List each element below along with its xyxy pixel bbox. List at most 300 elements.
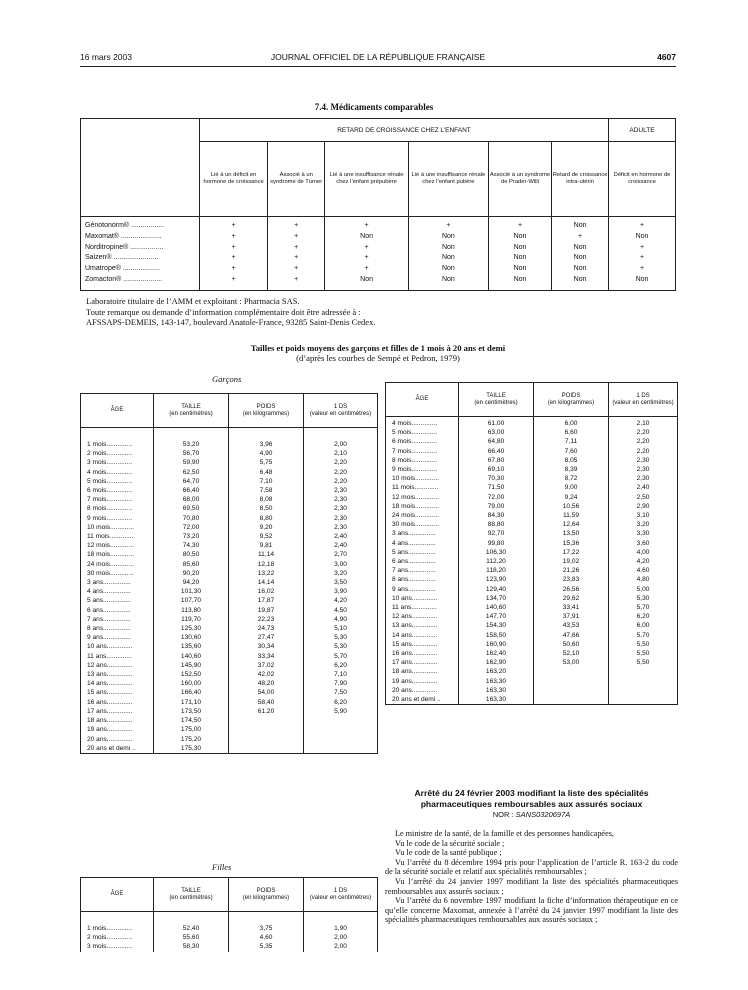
poids-cell: 30,34 xyxy=(229,642,304,651)
taille-cell: 53,20 xyxy=(154,440,229,449)
taille-cell: 64,70 xyxy=(154,477,229,486)
page-number: 4607 xyxy=(657,52,676,62)
tables-title xyxy=(80,343,676,363)
taille-cell: 175,30 xyxy=(154,744,229,754)
ds-cell: 3,50 xyxy=(304,578,378,587)
lab-line: AFSSAPS-DEMEIS, 143-147, boulevard Anatole-France, 93285 Saint-Denis Cedex. xyxy=(86,317,376,328)
ds-cell xyxy=(304,735,378,744)
arrete-paragraph: Vu l’arrêté du 6 novembre 1997 modifiant la fiche d’information thérapeutique en ce qu’elle concerne Maxomat, annexée à l’arrêté du 24 janvier 1997 modifiant la liste des spécialités pharmaceutiques remboursables aux assurés sociaux ; xyxy=(385,896,678,925)
taille-cell: 55,60 xyxy=(154,933,229,942)
taille-cell: 70,80 xyxy=(154,514,229,523)
arrete-paragraph: Vu l’arrêté du 8 décembre 1994 pris pour l’application de l’article R. 163-2 du code de la sécurité sociale et relatif aux spécialités remboursables ; xyxy=(385,857,678,877)
age-cell: 30 mois............. xyxy=(81,569,154,578)
table-row xyxy=(386,419,678,428)
table-row xyxy=(81,707,378,716)
table-row xyxy=(386,539,678,548)
poids-cell: 58,40 xyxy=(229,698,304,707)
taille-cell: 113,80 xyxy=(154,606,229,615)
taille-cell: 69,50 xyxy=(154,504,229,513)
taille-cell: 174,50 xyxy=(154,716,229,725)
ds-cell: 3,00 xyxy=(304,560,378,569)
age-cell: 13 ans.............. xyxy=(386,621,459,630)
taille-cell: 59,90 xyxy=(154,458,229,467)
table-row xyxy=(386,474,678,483)
taille-cell: 64,80 xyxy=(459,437,534,446)
poids-cell: 54,00 xyxy=(229,688,304,697)
poids-cell: 37,91 xyxy=(534,612,609,621)
table-row xyxy=(386,594,678,603)
group-retard-header: RETARD DE CROISSANCE CHEZ L’ENFANT xyxy=(200,119,609,142)
poids-cell: 5,35 xyxy=(229,942,304,951)
age-cell: 10 mois............. xyxy=(81,523,154,532)
poids-cell: 8,05 xyxy=(534,456,609,465)
taille-cell: 74,30 xyxy=(154,541,229,550)
table-row xyxy=(81,642,378,651)
age-cell: 3 mois.............. xyxy=(81,458,154,467)
poids-header: POIDS (en kilogrammes) xyxy=(229,394,304,428)
table-row xyxy=(81,458,378,467)
age-cell: 8 ans............... xyxy=(386,575,459,584)
age-cell: 16 ans.............. xyxy=(386,649,459,658)
taille-cell: 84,30 xyxy=(459,511,534,520)
ds-cell: 4,60 xyxy=(609,566,678,575)
age-cell: 20 ans.............. xyxy=(81,735,154,744)
table-row xyxy=(81,624,378,633)
ds-header: 1 DS (valeur en centimètres) xyxy=(304,878,378,912)
age-cell: 19 ans.............. xyxy=(81,725,154,734)
table-row xyxy=(386,612,678,621)
table-row xyxy=(81,468,378,477)
ds-cell: 3,20 xyxy=(609,520,678,529)
column-header: Lié à une insuffisance rénale chez l’enfant pubère xyxy=(409,142,489,217)
poids-cell: 16,02 xyxy=(229,587,304,596)
arrete-body xyxy=(385,829,678,925)
table-row xyxy=(81,670,378,679)
table-row xyxy=(386,566,678,575)
poids-cell: 9,52 xyxy=(229,532,304,541)
age-cell: 24 mois............. xyxy=(81,560,154,569)
ds-cell xyxy=(609,686,678,695)
poids-cell: 23,83 xyxy=(534,575,609,584)
taille-cell: 163,30 xyxy=(459,677,534,686)
ds-cell: 2,30 xyxy=(609,474,678,483)
age-cell: 24 mois............. xyxy=(386,511,459,520)
age-cell: 7 ans............... xyxy=(81,615,154,624)
poids-cell: 14,14 xyxy=(229,578,304,587)
age-cell: 8 mois.............. xyxy=(386,456,459,465)
ds-cell: 5,50 xyxy=(609,658,678,667)
poids-cell: 9,81 xyxy=(229,541,304,550)
age-cell: 30 mois............. xyxy=(386,520,459,529)
ds-cell: 2,30 xyxy=(609,465,678,474)
taille-cell: 73,20 xyxy=(154,532,229,541)
age-cell: 12 ans.............. xyxy=(81,661,154,670)
table-row xyxy=(81,716,378,725)
taille-cell: 107,70 xyxy=(154,596,229,605)
table-row xyxy=(81,514,378,523)
ds-cell: 3,10 xyxy=(609,511,678,520)
table-row xyxy=(386,511,678,520)
age-cell: 18 mois............. xyxy=(386,502,459,511)
taille-cell: 134,70 xyxy=(459,594,534,603)
poids-cell: 12,64 xyxy=(534,520,609,529)
tables-title-sub: (d’après les courbes de Sempé et Pedron, 1979) xyxy=(296,353,460,363)
column-header: Lié à une insuffisance rénale chez l’enfant prépubère xyxy=(325,142,409,217)
poids-cell: 19,02 xyxy=(534,557,609,566)
ds-cell xyxy=(304,725,378,734)
table-row xyxy=(81,532,378,541)
table-row xyxy=(386,631,678,640)
age-cell: 19 ans.............. xyxy=(386,677,459,686)
filles-table xyxy=(80,877,378,952)
age-cell: 5 mois.............. xyxy=(81,477,154,486)
age-cell: 1 mois.............. xyxy=(81,924,154,933)
ds-cell: 2,20 xyxy=(304,468,378,477)
table-row xyxy=(81,744,378,754)
comparison-table xyxy=(80,118,676,291)
poids-cell: 5,75 xyxy=(229,458,304,467)
age-cell: 4 mois.............. xyxy=(386,419,459,428)
taille-cell: 61,00 xyxy=(459,419,534,428)
taille-header: TAILLE (en centimètres) xyxy=(459,383,534,417)
age-cell: 20 ans et demi .. xyxy=(386,695,459,705)
poids-cell: 9,20 xyxy=(229,523,304,532)
table-row xyxy=(386,437,678,446)
age-cell: 6 mois.............. xyxy=(81,486,154,495)
taille-cell: 135,60 xyxy=(154,642,229,651)
taille-cell: 69,10 xyxy=(459,465,534,474)
taille-cell: 58,30 xyxy=(154,942,229,951)
blank-corner xyxy=(81,119,200,217)
poids-cell: 4,90 xyxy=(229,449,304,458)
indication-column: + Non + + + Non xyxy=(609,217,676,291)
age-cell: 18 ans.............. xyxy=(81,716,154,725)
taille-cell: 101,30 xyxy=(154,587,229,596)
poids-cell: 8,50 xyxy=(229,504,304,513)
taille-cell: 173,50 xyxy=(154,707,229,716)
taille-cell: 99,80 xyxy=(459,539,534,548)
ds-header: 1 DS (valeur en centimètres) xyxy=(609,383,678,417)
taille-cell: 166,40 xyxy=(154,688,229,697)
drug-name: Zomacton® .................... xyxy=(85,275,163,283)
taille-cell: 147,70 xyxy=(459,612,534,621)
age-cell: 9 ans............... xyxy=(81,633,154,642)
header-date: 16 mars 2003 xyxy=(80,52,132,62)
table-row xyxy=(386,483,678,492)
poids-cell xyxy=(534,677,609,686)
taille-cell: 119,70 xyxy=(154,615,229,624)
taille-cell: 62,50 xyxy=(154,468,229,477)
section-title: 7.4. Médicaments comparables xyxy=(314,102,434,112)
group-adulte-header: ADULTE xyxy=(609,119,676,142)
ds-cell xyxy=(609,677,678,686)
ds-cell: 4,00 xyxy=(609,548,678,557)
age-cell: 10 mois............. xyxy=(386,474,459,483)
ds-cell: 2,20 xyxy=(609,437,678,446)
table-row xyxy=(81,725,378,734)
poids-cell: 19,87 xyxy=(229,606,304,615)
age-cell: 1 mois.............. xyxy=(81,440,154,449)
ds-cell: 5,90 xyxy=(304,707,378,716)
poids-cell: 9,00 xyxy=(534,483,609,492)
ds-cell: 5,00 xyxy=(609,585,678,594)
arrete-paragraph: Vu le code de la sécurité sociale ; xyxy=(395,838,505,848)
indication-column: + + + + + + xyxy=(268,217,325,291)
ds-cell: 2,40 xyxy=(304,541,378,550)
table-row xyxy=(386,649,678,658)
table-row xyxy=(386,621,678,630)
poids-cell: 22,23 xyxy=(229,615,304,624)
ds-cell: 2,50 xyxy=(609,493,678,502)
table-row xyxy=(386,658,678,667)
drug-name: Umatrope® ................... xyxy=(85,265,160,273)
age-cell: 12 mois............. xyxy=(386,493,459,502)
ds-cell: 6,00 xyxy=(609,621,678,630)
nor-reference: NOR : SANS0320697A xyxy=(492,810,571,819)
indication-column: + Non Non Non Non Non xyxy=(488,217,551,291)
taille-cell: 52,40 xyxy=(154,924,229,933)
age-cell: 11 ans.............. xyxy=(81,652,154,661)
table-row xyxy=(81,596,378,605)
ds-cell: 6,20 xyxy=(304,698,378,707)
poids-cell: 3,75 xyxy=(229,924,304,933)
taille-cell: 106,30 xyxy=(459,548,534,557)
age-cell: 13 ans.............. xyxy=(81,670,154,679)
indication-column: + + + + + + xyxy=(200,217,268,291)
table-row xyxy=(81,569,378,578)
taille-cell: 94,20 xyxy=(154,578,229,587)
ds-cell: 5,30 xyxy=(304,633,378,642)
ds-cell: 7,50 xyxy=(304,688,378,697)
table-row xyxy=(386,585,678,594)
poids-cell: 8,39 xyxy=(534,465,609,474)
ds-cell: 5,70 xyxy=(609,631,678,640)
ds-cell: 2,30 xyxy=(304,523,378,532)
table-row xyxy=(81,578,378,587)
poids-cell: 15,36 xyxy=(534,539,609,548)
ds-cell xyxy=(609,695,678,705)
ds-cell: 6,20 xyxy=(304,661,378,670)
taille-cell: 152,50 xyxy=(154,670,229,679)
taille-cell: 160,90 xyxy=(459,640,534,649)
age-cell: 4 ans............... xyxy=(386,539,459,548)
age-cell: 18 mois............. xyxy=(81,550,154,559)
drug-name-list xyxy=(81,217,200,291)
table-row xyxy=(81,541,378,550)
ds-cell: 2,00 xyxy=(304,440,378,449)
taille-cell: 130,60 xyxy=(154,633,229,642)
lab-line: Toute remarque ou demande d’information complémentaire doit être adressée à : xyxy=(86,306,361,317)
table-row xyxy=(386,575,678,584)
table-row xyxy=(386,428,678,437)
spacer-row xyxy=(81,428,378,441)
filles-label: Filles xyxy=(212,862,232,872)
poids-cell: 8,72 xyxy=(534,474,609,483)
taille-cell: 90,20 xyxy=(154,569,229,578)
age-cell: 20 ans.............. xyxy=(386,686,459,695)
poids-cell: 48,20 xyxy=(229,679,304,688)
spacer-row xyxy=(81,912,378,925)
age-header: ÂGE xyxy=(386,383,459,417)
poids-cell: 8,08 xyxy=(229,495,304,504)
age-cell: 2 mois.............. xyxy=(81,449,154,458)
age-cell: 15 ans.............. xyxy=(81,688,154,697)
poids-cell: 7,10 xyxy=(229,477,304,486)
table-row xyxy=(81,495,378,504)
indication-column: Non + Non Non Non Non xyxy=(552,217,609,291)
age-cell: 10 ans.............. xyxy=(81,642,154,651)
poids-cell: 13,22 xyxy=(229,569,304,578)
poids-cell: 7,60 xyxy=(534,447,609,456)
taille-cell: 66,40 xyxy=(459,447,534,456)
table-row xyxy=(386,677,678,686)
taille-cell: 56,70 xyxy=(154,449,229,458)
age-cell: 9 mois.............. xyxy=(386,465,459,474)
drug-name: Norditropine® ................. xyxy=(85,243,164,251)
ds-cell: 6,20 xyxy=(609,612,678,621)
ds-cell: 5,50 xyxy=(609,649,678,658)
age-cell: 16 ans.............. xyxy=(81,698,154,707)
age-cell: 7 ans............... xyxy=(386,566,459,575)
ds-cell: 3,60 xyxy=(609,539,678,548)
taille-cell: 63,00 xyxy=(459,428,534,437)
poids-cell: 7,58 xyxy=(229,486,304,495)
age-cell: 6 ans............... xyxy=(386,557,459,566)
table-row xyxy=(81,550,378,559)
table-row xyxy=(386,557,678,566)
drug-name: Saizen® ....................... xyxy=(85,254,159,262)
arrete-paragraph: Vu l’arrêté du 24 janvier 1997 modifiant la liste des spécialités pharmaceutiques remboursables aux assurés sociaux ; xyxy=(385,876,678,896)
age-cell: 15 ans.............. xyxy=(386,640,459,649)
column-header: Associé à un syndrome de Prader-Willi xyxy=(488,142,551,217)
table-row xyxy=(386,520,678,529)
poids-cell: 11,59 xyxy=(534,511,609,520)
age-cell: 10 ans.............. xyxy=(386,594,459,603)
ds-cell xyxy=(609,667,678,676)
taille-cell: 71,50 xyxy=(459,483,534,492)
ds-cell: 5,10 xyxy=(304,624,378,633)
taille-cell: 80,50 xyxy=(154,550,229,559)
age-cell: 11 mois............. xyxy=(386,483,459,492)
ds-cell: 4,90 xyxy=(304,615,378,624)
age-cell: 6 ans............... xyxy=(81,606,154,615)
taille-cell: 163,20 xyxy=(459,667,534,676)
table-row xyxy=(81,486,378,495)
drug-name: Génotonorm® ................. xyxy=(85,222,165,229)
taille-cell: 70,30 xyxy=(459,474,534,483)
poids-cell xyxy=(229,744,304,754)
ds-cell xyxy=(304,744,378,754)
taille-cell: 160,00 xyxy=(154,679,229,688)
journal-title: JOURNAL OFFICIEL DE LA RÉPUBLIQUE FRANÇAISE xyxy=(270,52,486,62)
poids-cell: 43,53 xyxy=(534,621,609,630)
filles-table-continued xyxy=(385,382,678,705)
age-cell: 5 ans............... xyxy=(386,548,459,557)
ds-cell: 7,10 xyxy=(304,670,378,679)
poids-cell: 52,10 xyxy=(534,649,609,658)
age-cell: 11 ans.............. xyxy=(386,603,459,612)
ds-cell: 2,20 xyxy=(304,477,378,486)
age-cell: 14 ans.............. xyxy=(81,679,154,688)
ds-cell: 5,50 xyxy=(609,640,678,649)
taille-cell: 125,30 xyxy=(154,624,229,633)
table-row xyxy=(386,695,678,705)
poids-cell xyxy=(229,716,304,725)
taille-cell: 163,30 xyxy=(459,695,534,705)
age-cell: 4 mois.............. xyxy=(81,468,154,477)
age-cell: 3 ans............... xyxy=(386,529,459,538)
ds-cell: 2,00 xyxy=(304,933,378,942)
indication-column: + Non Non Non Non Non xyxy=(409,217,489,291)
age-cell: 6 mois.............. xyxy=(386,437,459,446)
age-cell: 12 mois............. xyxy=(81,541,154,550)
age-cell: 2 mois.............. xyxy=(81,933,154,942)
poids-cell: 17,22 xyxy=(534,548,609,557)
age-header: ÂGE xyxy=(81,394,154,428)
ds-cell: 2,10 xyxy=(609,419,678,428)
drug-name: Maxomat® ..................... xyxy=(85,232,162,240)
table-row xyxy=(81,504,378,513)
taille-cell: 162,90 xyxy=(459,658,534,667)
table-row xyxy=(81,523,378,532)
table-row xyxy=(81,606,378,615)
poids-header: POIDS (en kilogrammes) xyxy=(534,383,609,417)
ds-cell: 5,30 xyxy=(609,594,678,603)
poids-cell: 26,56 xyxy=(534,585,609,594)
table-row xyxy=(386,667,678,676)
table-row xyxy=(81,679,378,688)
garcons-label: Garçons xyxy=(212,374,242,384)
ds-cell xyxy=(304,716,378,725)
age-cell: 18 ans.............. xyxy=(386,667,459,676)
taille-header: TAILLE (en centimètres) xyxy=(154,394,229,428)
arrete-section xyxy=(385,788,678,925)
age-cell: 8 ans............... xyxy=(81,624,154,633)
age-cell: 20 ans et demi .. xyxy=(81,744,154,754)
table-row xyxy=(81,560,378,569)
garcons-table xyxy=(80,393,378,754)
poids-cell: 4,60 xyxy=(229,933,304,942)
taille-cell: 92,70 xyxy=(459,529,534,538)
table-row xyxy=(386,502,678,511)
table-row xyxy=(81,698,378,707)
ds-header: 1 DS (valeur en centimètres) xyxy=(304,394,378,428)
taille-cell: 175,20 xyxy=(154,735,229,744)
table-row xyxy=(81,449,378,458)
table-row xyxy=(386,447,678,456)
taille-cell: 162,40 xyxy=(459,649,534,658)
table-row xyxy=(386,465,678,474)
poids-cell: 7,11 xyxy=(534,437,609,446)
poids-cell xyxy=(229,735,304,744)
taille-cell: 123,90 xyxy=(459,575,534,584)
poids-cell xyxy=(229,725,304,734)
poids-cell: 24,73 xyxy=(229,624,304,633)
poids-cell: 3,96 xyxy=(229,440,304,449)
ds-cell: 5,30 xyxy=(304,642,378,651)
taille-cell: 163,30 xyxy=(459,686,534,695)
table-row xyxy=(81,942,378,951)
taille-cell: 154,30 xyxy=(459,621,534,630)
age-cell: 9 ans............... xyxy=(386,585,459,594)
taille-cell: 67,80 xyxy=(459,456,534,465)
taille-cell: 118,20 xyxy=(459,566,534,575)
age-cell: 17 ans.............. xyxy=(386,658,459,667)
table-row xyxy=(81,587,378,596)
table-row xyxy=(386,548,678,557)
taille-cell: 140,60 xyxy=(459,603,534,612)
table-row xyxy=(386,493,678,502)
